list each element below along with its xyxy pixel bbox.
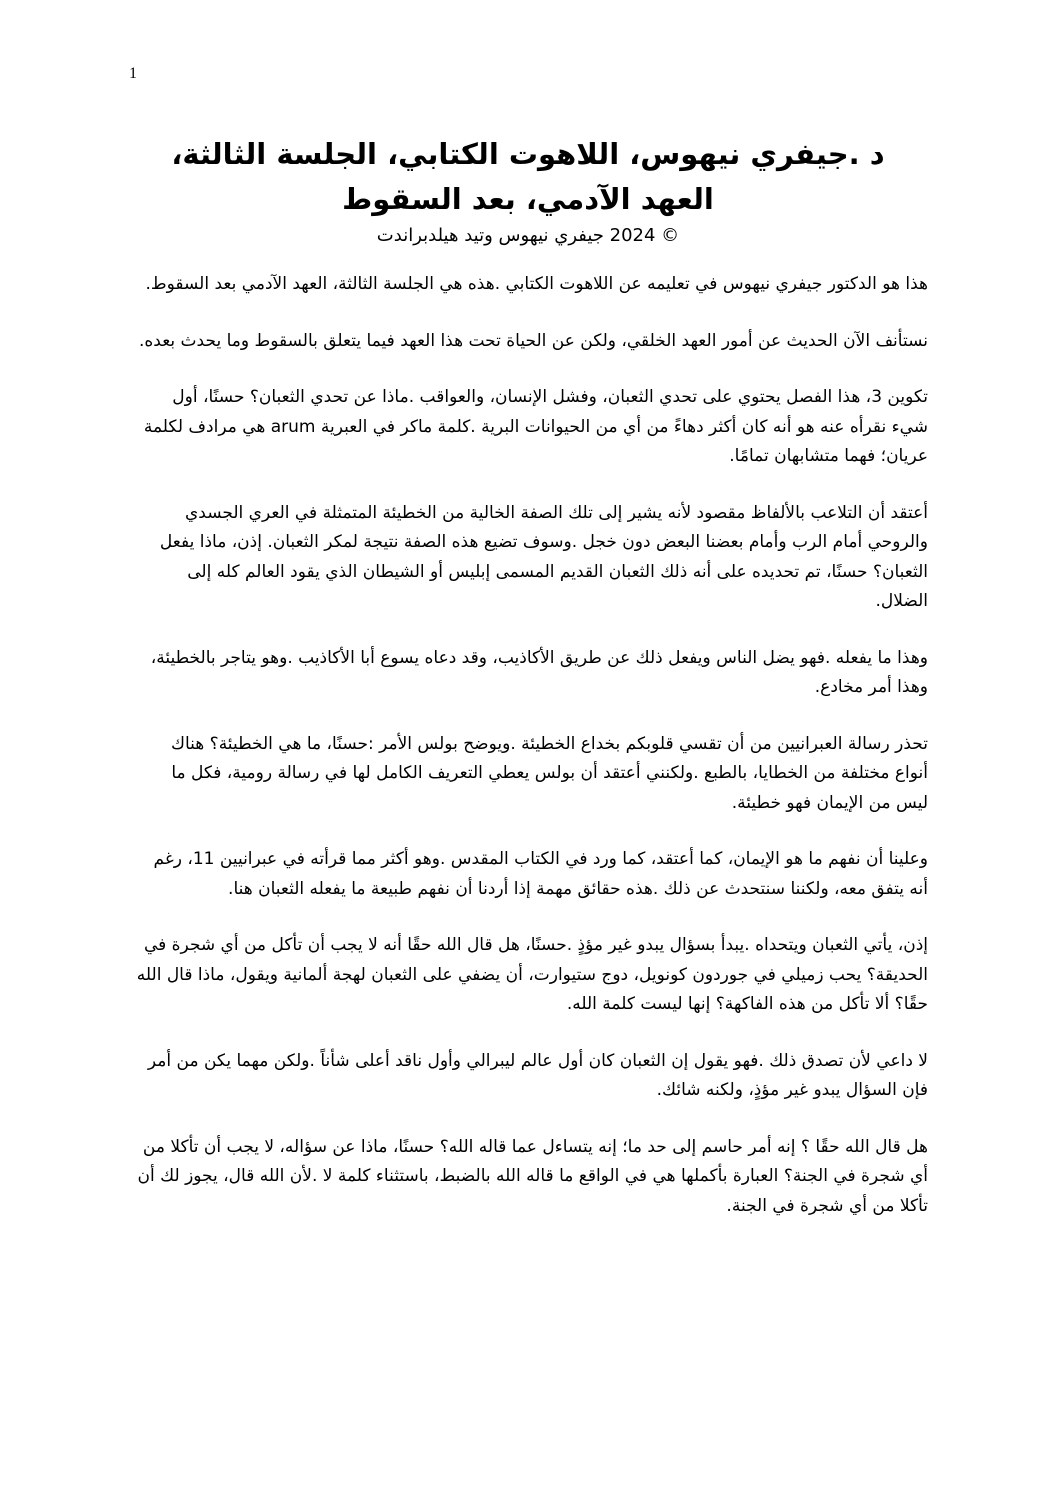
paragraph: هذا هو الدكتور جيفري نيهوس في تعليمه عن اللاهوت الكتابي .هذه هي الجلسة الثالثة، العهد الآدمي بعد السقوط. <box>145 274 928 294</box>
copyright-line: © 2024 جيفري نيهوس وتيد هيلدبراندت <box>376 225 680 246</box>
paragraph: لا داعي لأن تصدق ذلك .فهو يقول إن الثعبان كان أول عالم ليبرالي وأول ناقد أعلى شأناً .ولكن مهما يكن من أمر فإن السؤال يبدو غير مؤذٍ، ولكنه شائك. <box>147 1050 928 1100</box>
title-line-1: د .جيفري نيهوس، اللاهوت الكتابي، الجلسة الثالثة، <box>171 137 885 171</box>
paragraph: إذن، يأتي الثعبان ويتحداه .يبدأ بسؤال يبدو غير مؤذٍ .حسنًا، هل قال الله حقًا أنه لا يجب أن تأكل من أي شجرة في الحديقة؟ يحب زميلي في جوردون كونويل، دوج ستيوارت، أن يضفي على الثعبان لهجة ألمانية ويقول، ماذا قال الله حقًا؟ ألا تأكل من هذه الفاكهة؟ إنها ليست كلمة الله. <box>136 935 928 1014</box>
paragraph: وهذا ما يفعله .فهو يضل الناس ويفعل ذلك عن طريق الأكاذيب، وقد دعاه يسوع أبا الأكاذيب .وهو يتاجر بالخطيئة، وهذا أمر مخادع. <box>150 647 928 697</box>
paragraph: نستأنف الآن الحديث عن أمور العهد الخلقي، ولكن عن الحياة تحت هذا العهد فيما يتعلق بالسقوط وما يحدث بعده. <box>138 330 928 351</box>
paragraph: وعلينا أن نفهم ما هو الإيمان، كما أعتقد، كما ورد في الكتاب المقدس .وهو أكثر مما قرأته في عبرانيين 11، رغم أنه يتفق معه، ولكننا سنتحدث عن ذلك .هذه حقائق مهمة إذا أردنا أن نفهم طبيعة ما يفعله الثعبان هنا. <box>153 849 928 899</box>
paragraph: تكوين 3، هذا الفصل يحتوي على تحدي الثعبان، وفشل الإنسان، والعواقب .ماذا عن تحدي الثعبان؟ حسنًا، أول شيء نقرأه عنه هو أنه كان أكثر دهاءً من أي من الحيوانات البرية .كلمة ماكر في العبرية arum هي مرادف لكلمة عريان؛ فهما متشابهان تمامًا. <box>143 387 928 466</box>
document-body <box>134 270 928 1248</box>
page-number: 1 <box>129 65 137 82</box>
title-line-2: العهد الآدمي، بعد السقوط <box>342 182 714 216</box>
paragraph: أعتقد أن التلاعب بالألفاظ مقصود لأنه يشير إلى تلك الصفة الخالية من الخطيئة المتمثلة في العري الجسدي والروحي أمام الرب وأمام بعضنا البعض دون خجل .وسوف تضيع هذه الصفة نتيجة لمكر الثعبان. إذن، ماذا يفعل الثعبان؟ حسنًا، تم تحديده على أنه ذلك الثعبان القديم المسمى إبليس أو الشيطان الذي يقود العالم كله إلى الضلال. <box>159 502 928 611</box>
paragraph: تحذر رسالة العبرانيين من أن تقسي قلوبكم بخداع الخطيئة .ويوضح بولس الأمر :حسنًا، ما هي الخطيئة؟ هناك أنواع مختلفة من الخطايا، بالطبع .ولكنني أعتقد أن بولس يعطي التعريف الكامل لها في رسالة رومية، فكل ما ليس من الإيمان فهو خطيئة. <box>170 733 928 813</box>
paragraph: هل قال الله حقًا ؟ إنه أمر حاسم إلى حد ما؛ إنه يتساءل عما قاله الله؟ حسنًا، ماذا عن سؤاله، لا يجب أن تأكلا من أي شجرة في الجنة؟ العبارة بأكملها هي في الواقع ما قاله الله بالضبط، باستثناء كلمة لا .لأن الله قال، يجوز لك أن تأكلا من أي شجرة في الجنة. <box>137 1136 928 1216</box>
document-header <box>130 132 926 250</box>
